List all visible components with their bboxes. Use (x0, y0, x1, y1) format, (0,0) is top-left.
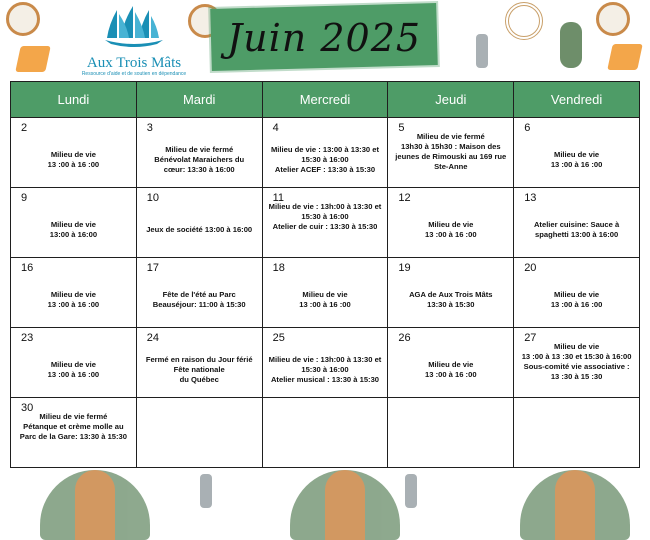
day-events: Milieu de vie fermé Bénévolat Maraichers du cœur: 13:30 à 16:00 (154, 144, 245, 174)
ship-logo-icon (97, 4, 171, 48)
day-cell (388, 328, 514, 398)
weekday-header: Vendredi (514, 82, 640, 118)
day-cell (136, 328, 262, 398)
weekday-header: Jeudi (388, 82, 514, 118)
day-number: 20 (524, 262, 537, 274)
day-cell (388, 258, 514, 328)
day-events: Milieu de vie 13 :00 à 16 :00 (299, 289, 351, 309)
day-cell (262, 328, 388, 398)
week-row (11, 328, 640, 398)
day-number: 4 (272, 122, 279, 134)
day-number: 24 (146, 332, 160, 344)
day-events: Atelier cuisine: Sauce à spaghetti 13:00 à 16:00 (533, 219, 620, 239)
day-cell (136, 398, 262, 468)
compass-icon (596, 2, 630, 36)
day-events: Milieu de vie 13 :00 à 16 :00 (47, 289, 100, 309)
day-events: Milieu de vie 13 :00 à 16 :00 (47, 359, 100, 379)
logo (74, 4, 194, 78)
day-events (269, 416, 382, 463)
day-cell (514, 118, 640, 188)
day-number: 19 (398, 262, 411, 274)
bottle-icon (405, 474, 417, 508)
logo-tagline: Ressource d'aide et de soutien en dépendance (81, 71, 187, 77)
compass-icon (6, 2, 40, 36)
day-number: 10 (146, 192, 160, 204)
day-number: 30 (21, 402, 34, 414)
day-number: 17 (146, 262, 160, 274)
day-events: Fermé en raison du Jour férié Fête nationale du Québec (145, 354, 253, 384)
day-number: 25 (272, 332, 285, 344)
camping-chair-icon (607, 44, 643, 70)
day-events: Milieu de vie fermé Pétanque et crème molle au Parc de la Gare: 13:30 à 15:30 (19, 412, 128, 441)
day-events: Milieu de vie : 13h:00 à 13:30 et 15:30 à 16:00 Atelier de cuir : 13:30 à 15:30 (268, 202, 382, 231)
logo-name: Aux Trois Mâts (86, 55, 182, 71)
month-title: Juin 2025 (226, 16, 422, 60)
day-number: 9 (21, 192, 28, 204)
day-events: Milieu de vie 13 :00 à 16 :00 (425, 219, 477, 239)
tent-icon (40, 470, 150, 540)
day-cell (11, 118, 137, 188)
day-events: Milieu de vie fermé 13h30 à 15h30 : Maison des jeunes de Rimouski au 169 rue Ste-Anne (395, 132, 507, 171)
day-number: 23 (21, 332, 34, 344)
day-number: 16 (21, 262, 34, 274)
day-cell (11, 328, 137, 398)
day-cell (262, 188, 388, 258)
weekday-header: Lundi (11, 82, 137, 118)
day-cell (262, 118, 388, 188)
day-events: Milieu de vie : 13:00 à 13:30 et 15:30 à 16:00 Atelier ACEF : 13:30 à 15:30 (270, 144, 380, 174)
day-number: 12 (398, 192, 411, 204)
sleeping-bag-icon (560, 22, 582, 68)
day-cell (514, 188, 640, 258)
tent-icon (520, 470, 630, 540)
day-number: 3 (146, 122, 153, 134)
day-cell (136, 118, 262, 188)
day-number: 13 (524, 192, 537, 204)
day-events: AGA de Aux Trois Mâts 13:30 à 15:30 (409, 289, 493, 309)
day-events: Milieu de vie 13 :00 à 16 :00 (47, 149, 100, 169)
day-number: 26 (398, 332, 411, 344)
week-row (11, 118, 640, 188)
rope-icon (505, 2, 543, 40)
day-cell (262, 258, 388, 328)
day-number: 18 (272, 262, 285, 274)
day-cell (514, 398, 640, 468)
day-events (143, 416, 256, 463)
day-events: Jeux de société 13:00 à 16:00 (146, 224, 253, 234)
day-events (394, 416, 507, 463)
day-cell (136, 258, 262, 328)
day-events: Milieu de vie 13 :00 à 13 :30 et 15:30 à 16:00 Sous-comité vie associative : 13 :30 à 15 :30 (521, 342, 632, 381)
day-number: 6 (524, 122, 531, 134)
tent-icon (290, 470, 400, 540)
weekday-header-row (11, 82, 640, 118)
week-row (11, 398, 640, 468)
day-events: Milieu de vie : 13h:00 à 13:30 et 15:30 à 16:00 Atelier musical : 13:30 à 15:30 (268, 354, 382, 384)
day-number: 5 (398, 122, 405, 134)
day-number: 2 (21, 122, 28, 134)
day-events (520, 416, 633, 463)
day-events: Milieu de vie 13 :00 à 16 :00 (550, 149, 603, 169)
day-cell (388, 118, 514, 188)
day-cell (11, 188, 137, 258)
camping-chair-icon (15, 46, 51, 72)
day-events: Milieu de vie 13 :00 à 16 :00 (425, 359, 477, 379)
bottle-icon (200, 474, 212, 508)
bottle-icon (476, 34, 488, 68)
week-row (11, 258, 640, 328)
day-cell (136, 188, 262, 258)
day-events: Fête de l'été au Parc Beauséjour: 11:00 à 15:30 (152, 289, 246, 309)
day-cell (388, 188, 514, 258)
day-cell (262, 398, 388, 468)
day-events: Milieu de vie 13 :00 à 16 :00 (550, 289, 603, 309)
weekday-header: Mercredi (262, 82, 388, 118)
day-cell (388, 398, 514, 468)
day-number: 27 (524, 332, 537, 344)
day-cell (514, 258, 640, 328)
calendar-grid (10, 81, 640, 468)
week-row (11, 188, 640, 258)
day-cell (514, 328, 640, 398)
day-cell (11, 258, 137, 328)
day-cell (11, 398, 137, 468)
weekday-header: Mardi (136, 82, 262, 118)
day-events: Milieu de vie 13:00 à 16:00 (49, 219, 98, 239)
day-number: 11 (272, 192, 285, 204)
